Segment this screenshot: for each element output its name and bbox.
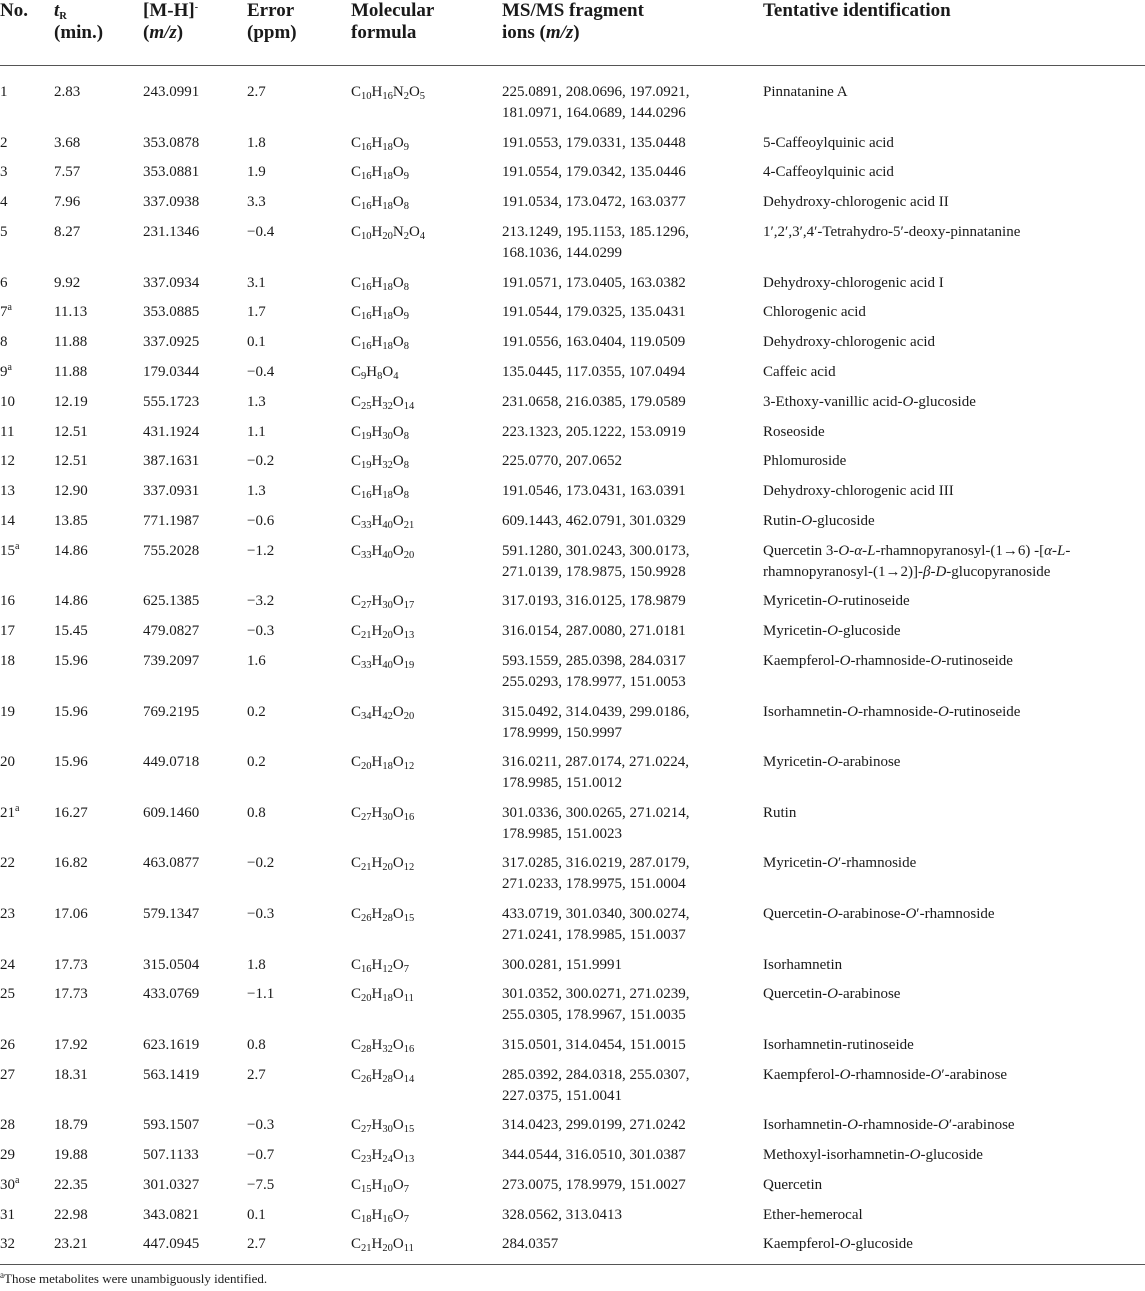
table-row <box>0 162 1145 192</box>
cell-error: −1.2 <box>247 542 275 559</box>
cell-formula: $C_{19}H_{32}O_8$ <box>351 453 409 472</box>
cell-formula: $C_{27}H_{30}O_{15}$ <box>351 1117 415 1136</box>
cell-fragments: 328.0562, 313.0413 <box>502 1206 622 1223</box>
cell-fragments: 316.0211, 287.0174, 271.0224, 178.9985, 151.0012 <box>502 754 689 792</box>
cell-formula: $C_9H_8O_4$ <box>351 363 399 382</box>
cell-retention-time: 12.90 <box>54 483 88 500</box>
table-row <box>0 984 1145 1035</box>
cell-fragments: 225.0891, 208.0696, 197.0921, 181.0971, 164.0689, 144.0296 <box>502 84 690 121</box>
cell-formula: $C_{10}H_{20}N_2O_4$ <box>351 223 426 242</box>
col-header-mass: [M-H]- (m/z) <box>143 0 247 66</box>
cell-retention-time: 11.13 <box>54 304 88 321</box>
cell-mass: 579.1347 <box>143 905 200 922</box>
cell-identification: Pinnatanine A <box>763 84 848 100</box>
cell-identification: 3-Ethoxy-vanillic acid-O-glucoside <box>763 393 976 410</box>
cell-no: 2 <box>0 134 8 151</box>
table-row <box>0 904 1145 955</box>
cell-mass: 771.1987 <box>143 512 200 529</box>
cell-identification: Chlorogenic acid <box>763 304 866 321</box>
table-row <box>0 853 1145 904</box>
cell-fragments: 225.0770, 207.0652 <box>502 453 622 470</box>
cell-retention-time: 7.96 <box>54 194 81 211</box>
cell-retention-time: 13.85 <box>54 512 88 529</box>
cell-fragments: 300.0281, 151.9991 <box>502 956 622 973</box>
cell-identification: 4-Caffeoylquinic acid <box>763 164 894 181</box>
cell-identification: Quercetin <box>763 1176 823 1193</box>
cell-mass: 739.2097 <box>143 652 200 669</box>
cell-identification: Myricetin-O-rutinoseide <box>763 593 910 610</box>
cell-mass: 447.0945 <box>143 1234 247 1264</box>
cell-fragments: 191.0553, 179.0331, 135.0448 <box>502 134 686 151</box>
cell-fragments: 231.0658, 216.0385, 179.0589 <box>502 393 686 410</box>
cell-retention-time: 9.92 <box>54 274 81 291</box>
cell-retention-time: 12.19 <box>54 393 88 410</box>
cell-retention-time: 15.45 <box>54 623 88 640</box>
cell-mass: 449.0718 <box>143 754 200 771</box>
cell-mass: 431.1924 <box>143 423 200 440</box>
cell-error: 1.6 <box>247 652 266 669</box>
cell-retention-time: 23.21 <box>54 1234 143 1264</box>
cell-no: 30$^a$ <box>0 1174 20 1193</box>
table-row <box>0 1175 1145 1205</box>
table-row <box>0 752 1145 803</box>
cell-fragments: 301.0336, 300.0265, 271.0214, 178.9985, 151.0023 <box>502 804 690 842</box>
cell-formula: $C_{16}H_{18}O_8$ <box>351 334 409 353</box>
cell-retention-time: 16.82 <box>54 855 88 872</box>
cell-mass: 337.0938 <box>143 194 200 211</box>
cell-retention-time: 15.96 <box>54 652 88 669</box>
cell-retention-time: 15.96 <box>54 754 88 771</box>
cell-no: 13 <box>0 483 15 500</box>
table-row <box>0 451 1145 481</box>
table-row <box>0 591 1145 621</box>
cell-no: 4 <box>0 194 8 211</box>
cell-retention-time: 17.73 <box>54 956 88 973</box>
cell-error: 3.3 <box>247 194 266 211</box>
cell-mass: 593.1507 <box>143 1117 200 1134</box>
col-header-error: Error (ppm) <box>247 0 351 66</box>
cell-error: 1.1 <box>247 423 266 440</box>
col-header-formula: Molecular formula <box>351 0 502 66</box>
cell-mass: 609.1460 <box>143 804 200 821</box>
cell-retention-time: 12.51 <box>54 453 88 470</box>
cell-identification: Dehydroxy-chlorogenic acid III <box>763 483 954 500</box>
cell-retention-time: 11.88 <box>54 363 88 380</box>
cell-formula: $C_{19}H_{30}O_8$ <box>351 423 409 442</box>
table-row <box>0 702 1145 753</box>
table-row <box>0 273 1145 303</box>
cell-formula: $C_{20}H_{18}O_{12}$ <box>351 754 415 773</box>
cell-identification: 5-Caffeoylquinic acid <box>763 134 894 151</box>
cell-formula: $C_{21}H_{20}O_{12}$ <box>351 855 415 874</box>
cell-fragments: 284.0357 <box>502 1234 763 1264</box>
cell-fragments: 344.0544, 316.0510, 301.0387 <box>502 1147 686 1164</box>
cell-mass: 343.0821 <box>143 1206 200 1223</box>
cell-mass: 769.2195 <box>143 703 200 720</box>
cell-mass: 337.0931 <box>143 483 200 500</box>
cell-fragments: 433.0719, 301.0340, 300.0274, 271.0241, 178.9985, 151.0037 <box>502 905 690 943</box>
cell-formula: $C_{33}H_{40}O_{19}$ <box>351 652 415 671</box>
cell-error: 2.7 <box>247 1066 266 1083</box>
cell-retention-time: 15.96 <box>54 703 88 720</box>
cell-formula: $C_{18}H_{16}O_7$ <box>351 1206 409 1225</box>
cell-error: 2.7 <box>247 1234 351 1264</box>
cell-fragments: 285.0392, 284.0318, 255.0307, 227.0375, 151.0041 <box>502 1066 690 1104</box>
cell-error: 1.8 <box>247 956 266 973</box>
cell-error: −0.2 <box>247 855 275 872</box>
cell-identification: Dehydroxy-chlorogenic acid <box>763 334 936 351</box>
cell-mass: 179.0344 <box>143 363 200 380</box>
cell-error: 1.3 <box>247 483 266 500</box>
table-body <box>0 66 1145 1265</box>
cell-formula: $C_{16}H_{18}O_8$ <box>351 194 409 213</box>
cell-identification: Quercetin-O-arabinose-O′-rhamnoside <box>763 905 995 922</box>
cell-no: 3 <box>0 164 8 181</box>
cell-formula: $C_{25}H_{32}O_{14}$ <box>351 393 415 412</box>
cell-no: 12 <box>0 453 15 470</box>
cell-error: −0.3 <box>247 905 275 922</box>
cell-formula: $C_{27}H_{30}O_{17}$ <box>351 593 415 612</box>
cell-no: 27 <box>0 1066 15 1083</box>
cell-fragments: 301.0352, 300.0271, 271.0239, 255.0305, 178.9967, 151.0035 <box>502 986 690 1024</box>
table-row <box>0 651 1145 702</box>
cell-mass: 463.0877 <box>143 855 200 872</box>
cell-error: 0.1 <box>247 1206 266 1223</box>
cell-fragments: 191.0546, 173.0431, 163.0391 <box>502 483 686 500</box>
cell-no: 14 <box>0 512 15 529</box>
cell-mass: 353.0881 <box>143 164 200 181</box>
cell-error: 0.8 <box>247 1036 266 1053</box>
cell-retention-time: 18.31 <box>54 1066 88 1083</box>
cell-identification: Methoxyl-isorhamnetin-O-glucoside <box>763 1147 983 1164</box>
cell-mass: 337.0934 <box>143 274 200 291</box>
cell-mass: 337.0925 <box>143 334 200 351</box>
table-row <box>0 1035 1145 1065</box>
cell-formula: $C_{26}H_{28}O_{15}$ <box>351 905 415 924</box>
cell-identification: Isorhamnetin-O-rhamnoside-O′-arabinose <box>763 1117 1015 1134</box>
cell-retention-time: 7.57 <box>54 164 81 181</box>
cell-mass: 555.1723 <box>143 393 200 410</box>
cell-error: −0.7 <box>247 1147 275 1164</box>
cell-retention-time: 22.98 <box>54 1206 88 1223</box>
cell-identification: 1′,2′,3′,4′-Tetrahydro-5′-deoxy-pinnatanine <box>763 223 1021 240</box>
cell-mass: 315.0504 <box>143 956 200 973</box>
cell-fragments: 591.1280, 301.0243, 300.0173, 271.0139, 178.9875, 150.9928 <box>502 542 690 580</box>
cell-retention-time: 17.92 <box>54 1036 88 1053</box>
cell-formula: $C_{16}H_{18}O_8$ <box>351 483 409 502</box>
cell-no: 25 <box>0 986 15 1003</box>
cell-formula: $C_{28}H_{32}O_{16}$ <box>351 1036 415 1055</box>
cell-mass: 353.0878 <box>143 134 200 151</box>
cell-error: 1.8 <box>247 134 266 151</box>
cell-error: −0.4 <box>247 363 275 380</box>
cell-error: 0.8 <box>247 804 266 821</box>
cell-error: 1.9 <box>247 164 266 181</box>
cell-mass: 755.2028 <box>143 542 200 559</box>
cell-no: 18 <box>0 652 15 669</box>
cell-no: 20 <box>0 754 15 771</box>
cell-retention-time: 3.68 <box>54 134 81 151</box>
cell-identification: Rutin <box>763 804 797 821</box>
table-row <box>0 302 1145 332</box>
cell-formula: $C_{16}H_{12}O_7$ <box>351 956 409 975</box>
cell-mass: 243.0991 <box>143 84 200 100</box>
cell-formula: $C_{16}H_{18}O_9$ <box>351 134 409 153</box>
cell-no: 17 <box>0 623 15 640</box>
cell-no: 21$^a$ <box>0 802 20 821</box>
cell-error: 1.7 <box>247 304 266 321</box>
cell-identification: Caffeic acid <box>763 363 836 380</box>
table-row <box>0 803 1145 854</box>
cell-formula: $C_{33}H_{40}O_{20}$ <box>351 542 415 561</box>
cell-retention-time: 22.35 <box>54 1176 88 1193</box>
cell-no: 9$^a$ <box>0 361 12 380</box>
cell-fragments: 213.1249, 195.1153, 185.1296, 168.1036, 144.0299 <box>502 223 689 261</box>
table-row <box>0 392 1145 422</box>
cell-identification: Dehydroxy-chlorogenic acid I <box>763 274 944 291</box>
cell-error: 0.2 <box>247 754 266 771</box>
cell-retention-time: 18.79 <box>54 1117 88 1134</box>
cell-formula: $C_{16}H_{18}O_9$ <box>351 304 409 323</box>
cell-identification: Rutin-O-glucoside <box>763 512 875 529</box>
table-row <box>0 66 1145 133</box>
cell-fragments: 191.0556, 163.0404, 119.0509 <box>502 334 686 351</box>
cell-no: 15$^a$ <box>0 540 20 559</box>
table-row <box>0 192 1145 222</box>
cell-no: 1 <box>0 84 8 100</box>
cell-fragments: 317.0193, 316.0125, 178.9879 <box>502 593 686 610</box>
cell-identification: Myricetin-O-glucoside <box>763 623 901 640</box>
cell-identification: Isorhamnetin-rutinoseide <box>763 1036 914 1053</box>
cell-identification: Kaempferol-O-glucoside <box>763 1234 1145 1264</box>
cell-no: 26 <box>0 1036 15 1053</box>
cell-no: 29 <box>0 1147 15 1164</box>
cell-identification: Ether-hemerocal <box>763 1206 863 1223</box>
table-row <box>0 1115 1145 1145</box>
cell-error: 0.1 <box>247 334 266 351</box>
cell-fragments: 191.0571, 173.0405, 163.0382 <box>502 274 686 291</box>
cell-no: 5 <box>0 223 8 240</box>
table-row <box>0 133 1145 163</box>
cell-no: 24 <box>0 956 15 973</box>
cell-identification: Isorhamnetin-O-rhamnoside-O-rutinoseide <box>763 703 1021 720</box>
cell-retention-time: 17.73 <box>54 986 88 1003</box>
table-row <box>0 222 1145 273</box>
cell-fragments: 135.0445, 117.0355, 107.0494 <box>502 363 686 380</box>
cell-retention-time: 8.27 <box>54 223 81 240</box>
col-header-identification: Tentative identification <box>763 0 1145 66</box>
cell-mass: 563.1419 <box>143 1066 200 1083</box>
cell-formula: $C_{23}H_{24}O_{13}$ <box>351 1147 415 1166</box>
table-row <box>0 1234 1145 1264</box>
cell-retention-time: 14.86 <box>54 542 88 559</box>
cell-identification: Myricetin-O-arabinose <box>763 754 901 771</box>
cell-no: 10 <box>0 393 15 410</box>
cell-fragments: 314.0423, 299.0199, 271.0242 <box>502 1117 686 1134</box>
cell-no: 32 <box>0 1234 54 1264</box>
cell-error: −3.2 <box>247 593 275 610</box>
cell-fragments: 273.0075, 178.9979, 151.0027 <box>502 1176 686 1193</box>
cell-fragments: 315.0492, 314.0439, 299.0186, 178.9999, 150.9997 <box>502 703 690 741</box>
table-row <box>0 511 1145 541</box>
cell-formula: $C_{21}H_{20}O_{13}$ <box>351 623 415 642</box>
cell-retention-time: 2.83 <box>54 84 81 100</box>
cell-error: −7.5 <box>247 1176 275 1193</box>
cell-retention-time: 11.88 <box>54 334 88 351</box>
cell-identification: Dehydroxy-chlorogenic acid II <box>763 194 949 211</box>
cell-fragments: 316.0154, 287.0080, 271.0181 <box>502 623 686 640</box>
cell-formula: $C_{27}H_{30}O_{16}$ <box>351 804 415 823</box>
cell-mass: 623.1619 <box>143 1036 200 1053</box>
cell-fragments: 191.0544, 179.0325, 135.0431 <box>502 304 686 321</box>
cell-no: 23 <box>0 905 15 922</box>
table-row <box>0 621 1145 651</box>
cell-no: 22 <box>0 855 15 872</box>
cell-no: 16 <box>0 593 15 610</box>
cell-formula: $C_{10}H_{16}N_2O_5$ <box>351 84 426 102</box>
cell-no: 11 <box>0 423 15 440</box>
cell-no: 6 <box>0 274 8 291</box>
cell-identification: Quercetin-O-arabinose <box>763 986 901 1003</box>
table-row <box>0 1065 1145 1116</box>
cell-mass: 625.1385 <box>143 593 200 610</box>
table-row <box>0 955 1145 985</box>
table-row <box>0 1205 1145 1235</box>
table-row <box>0 1145 1145 1175</box>
cell-fragments: 317.0285, 316.0219, 287.0179, 271.0233, 178.9975, 151.0004 <box>502 855 690 893</box>
cell-fragments: 191.0554, 179.0342, 135.0446 <box>502 164 686 181</box>
table-row <box>0 541 1145 592</box>
cell-fragments: 593.1559, 285.0398, 284.0317 255.0293, 178.9977, 151.0053 <box>502 652 686 690</box>
cell-identification: Kaempferol-O-rhamnoside-O-rutinoseide <box>763 652 1013 669</box>
cell-identification: Phlomuroside <box>763 453 847 470</box>
cell-error: 0.2 <box>247 703 266 720</box>
cell-identification: Isorhamnetin <box>763 956 843 973</box>
cell-identification: Myricetin-O′-rhamnoside <box>763 855 917 872</box>
table-row <box>0 362 1145 392</box>
cell-formula: $C_{21}H_{20}O_{11}$ <box>351 1234 502 1264</box>
cell-mass: 507.1133 <box>143 1147 199 1164</box>
cell-retention-time: 12.51 <box>54 423 88 440</box>
cell-fragments: 609.1443, 462.0791, 301.0329 <box>502 512 686 529</box>
cell-formula: $C_{26}H_{28}O_{14}$ <box>351 1066 415 1085</box>
cell-error: −0.3 <box>247 623 275 640</box>
cell-no: 7$^a$ <box>0 302 12 321</box>
table-row <box>0 332 1145 362</box>
cell-error: −0.2 <box>247 453 275 470</box>
cell-no: 19 <box>0 703 15 720</box>
cell-mass: 387.1631 <box>143 453 200 470</box>
cell-fragments: 191.0534, 173.0472, 163.0377 <box>502 194 686 211</box>
cell-error: −0.4 <box>247 223 275 240</box>
cell-identification: Roseoside <box>763 423 825 440</box>
col-header-retention-time: $t_R$ (min.) <box>54 0 143 66</box>
cell-formula: $C_{16}H_{18}O_9$ <box>351 164 409 183</box>
cell-formula: $C_{16}H_{18}O_8$ <box>351 274 409 293</box>
cell-error: 3.1 <box>247 274 266 291</box>
cell-identification: Kaempferol-O-rhamnoside-O′-arabinose <box>763 1066 1008 1083</box>
cell-formula: $C_{34}H_{42}O_{20}$ <box>351 703 415 722</box>
cell-formula: $C_{33}H_{40}O_{21}$ <box>351 512 415 531</box>
cell-error: 2.7 <box>247 84 266 100</box>
cell-no: 31 <box>0 1206 15 1223</box>
cell-retention-time: 16.27 <box>54 804 88 821</box>
cell-error: −0.6 <box>247 512 275 529</box>
cell-error: −0.3 <box>247 1117 275 1134</box>
table-row <box>0 422 1145 452</box>
cell-mass: 353.0885 <box>143 304 200 321</box>
cell-mass: 433.0769 <box>143 986 200 1003</box>
col-header-fragments: MS/MS fragment ions (m/z) <box>502 0 763 66</box>
cell-no: 8 <box>0 334 8 351</box>
cell-fragments: 315.0501, 314.0454, 151.0015 <box>502 1036 686 1053</box>
cell-formula: $C_{20}H_{18}O_{11}$ <box>351 986 414 1005</box>
cell-error: 1.3 <box>247 393 266 410</box>
cell-formula: $C_{15}H_{10}O_7$ <box>351 1176 409 1195</box>
footnote: $^a$Those metabolites were unambiguously identified. <box>0 1270 268 1286</box>
col-header-no: No. <box>0 0 54 66</box>
cell-retention-time: 17.06 <box>54 905 88 922</box>
table-row <box>0 481 1145 511</box>
cell-no: 28 <box>0 1117 15 1134</box>
cell-retention-time: 19.88 <box>54 1147 88 1164</box>
cell-retention-time: 14.86 <box>54 593 88 610</box>
header-row <box>0 0 1145 66</box>
cell-mass: 231.1346 <box>143 223 200 240</box>
cell-mass: 479.0827 <box>143 623 200 640</box>
cell-mass: 301.0327 <box>143 1176 200 1193</box>
cell-identification: Quercetin 3-O-α-L-rhamnopyranosyl-(1→6) -[α-L- rhamnopyranosyl-(1→2)]-β-D-glucopyranoside <box>763 542 1071 580</box>
cell-fragments: 223.1323, 205.1222, 153.0919 <box>502 423 686 440</box>
cell-error: −1.1 <box>247 986 275 1003</box>
